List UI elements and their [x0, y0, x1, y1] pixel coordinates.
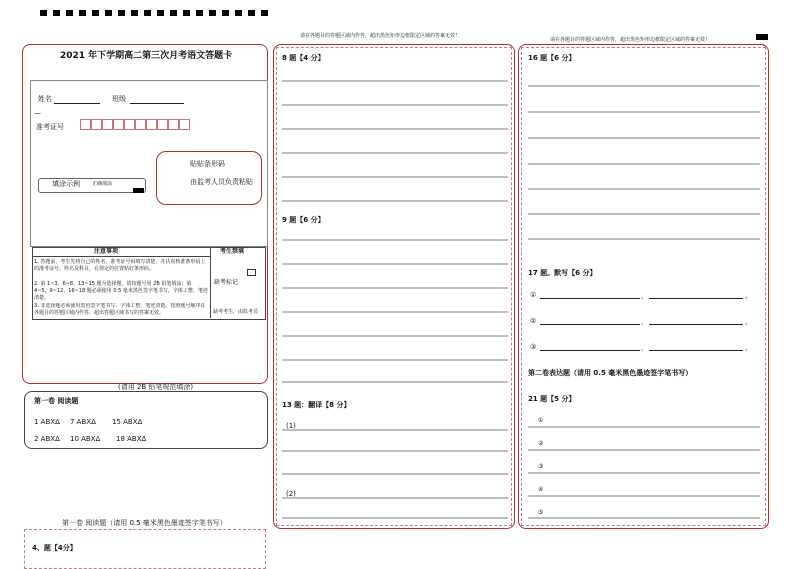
q8-lines-svg	[282, 60, 508, 210]
blank-sep-3: ，	[641, 344, 648, 352]
blank-2b[interactable]	[649, 324, 743, 325]
q13-sub2: (2)	[286, 490, 296, 498]
q8-label: 8 题【4 分】	[282, 54, 325, 62]
choice-title: 第一卷 阅读题	[34, 397, 79, 405]
blank-2a[interactable]	[540, 324, 640, 325]
timing-marks-svg	[40, 10, 275, 16]
choice-hint: (请用 2B 铅笔规范填涂)	[118, 383, 194, 391]
class-field[interactable]	[130, 103, 184, 104]
blank-3a[interactable]	[540, 350, 640, 351]
fill-example-label: 填涂示例	[52, 180, 80, 188]
blank-1a[interactable]	[540, 298, 640, 299]
choice-q15[interactable]: 15 ABXΔ	[112, 418, 143, 426]
q13-label: 13 题：翻译【8 分】	[282, 401, 351, 409]
candidate-note: 缺考考生，由监考员	[213, 309, 259, 315]
blank-item-3: ③	[530, 343, 537, 351]
fill-example-mark	[133, 188, 144, 193]
timing-marks-left	[40, 10, 275, 16]
class-label: 班级	[112, 95, 126, 103]
notes-title-rule	[32, 256, 210, 257]
header-notice-right: 请在各题目的答题区域内作答，超出黑色矩形边框限定区域的答案无效！	[550, 37, 711, 43]
blank-sep-2: ，	[641, 318, 648, 326]
reading-section-title: 第一卷 阅读题（请用 0.5 毫米黑色墨迹签字笔书写）	[62, 519, 227, 527]
q17-label: 17 题。默写【6 分】	[528, 269, 597, 277]
note-1: 1. 答题前，考生先将自己的姓名、准考证号码填写清楚，并认真核准条形码上的准考证号、姓名及科目，在规定的位置贴好条形码。	[34, 259, 206, 272]
q9-lines-svg	[282, 226, 508, 386]
choice-q18[interactable]: 18 ABXΔ	[116, 435, 147, 443]
q16-lines[interactable]	[528, 60, 760, 260]
choice-q7[interactable]: 7 ABXΔ	[70, 418, 96, 426]
q13-sub1: (1)	[286, 422, 296, 430]
barcode-line1: 贴贴条形码	[190, 160, 225, 168]
q21-lines-svg	[528, 417, 760, 520]
barcode-line2: 由监考人员负责粘贴	[190, 178, 253, 186]
q4-label: 4、题【4分】	[32, 544, 77, 552]
choice-q1[interactable]: 1 ABXΔ	[34, 418, 60, 426]
choice-q2[interactable]: 2 ABXΔ	[34, 435, 60, 443]
q21-lines[interactable]	[528, 417, 760, 520]
blank-item-2: ②	[530, 317, 537, 325]
choice-q10[interactable]: 10 ABXΔ	[70, 435, 101, 443]
note-2: 2. 第 1~3、6~8、13~15 题为选择题，请按题号用 2B 铅笔填涂；第 4~5、9~12、16~18 题必须使用 0.5 毫米黑色签字笔书写，字体工整、笔迹清楚。	[34, 281, 208, 301]
blank-end-1: 。	[745, 292, 752, 300]
q21-item-1: ①	[538, 417, 544, 424]
candidate-title: 考生禁填	[220, 248, 245, 255]
q13-lines-svg	[282, 420, 508, 525]
blank-end-3: 。	[745, 344, 752, 352]
exam-number-label: 准考证号	[36, 123, 64, 131]
notes-title: 注意事项	[94, 248, 119, 255]
notes-divider	[210, 247, 211, 318]
blank-3b[interactable]	[649, 350, 743, 351]
q8-lines[interactable]	[282, 60, 508, 210]
q21-item-4: ④	[538, 486, 544, 493]
fill-example-value: 正确填涂	[92, 181, 113, 187]
q21-item-2: ②	[538, 440, 544, 447]
name-field[interactable]	[54, 103, 100, 104]
q21-label: 21 题【5 分】	[528, 395, 576, 403]
q21-item-3: ③	[538, 463, 544, 470]
q21-item-5: ⑤	[538, 509, 544, 516]
q16-lines-svg	[528, 60, 760, 260]
absent-mark: 缺考标记	[214, 279, 239, 286]
note-3: 3. 非选择题必须使用黑色签字笔书写，字体工整、笔迹清楚。按照题号顺序在各题目的答题区域内作答，超出答题区域书写的答案无效。	[34, 303, 206, 316]
blank-item-1: ①	[530, 291, 537, 299]
section2-title: 第二卷表达题（请用 0.5 毫米黑色墨迹签字笔书写）	[528, 369, 693, 377]
blank-sep-1: ，	[641, 292, 648, 300]
exam-number-grid	[80, 119, 190, 130]
blank-end-2: 。	[745, 318, 752, 326]
timing-mark-right	[756, 34, 768, 40]
dash-mark: —	[34, 109, 41, 117]
header-notice-middle: 请在各题目的答题区域内作答，超出黑色矩形边框限定区域的答案无效！	[300, 33, 461, 39]
q9-label: 9 题【6 分】	[282, 216, 325, 224]
blank-1b[interactable]	[649, 298, 743, 299]
exam-number-boxes[interactable]	[80, 119, 190, 130]
q9-lines[interactable]	[282, 226, 508, 386]
name-label: 姓名	[38, 95, 52, 103]
card-title: 2021 年下学期高二第三次月考语文答题卡	[60, 51, 233, 61]
q13-lines[interactable]	[282, 420, 508, 525]
absent-checkbox[interactable]	[247, 269, 256, 276]
q16-label: 16 题【6 分】	[528, 54, 576, 62]
